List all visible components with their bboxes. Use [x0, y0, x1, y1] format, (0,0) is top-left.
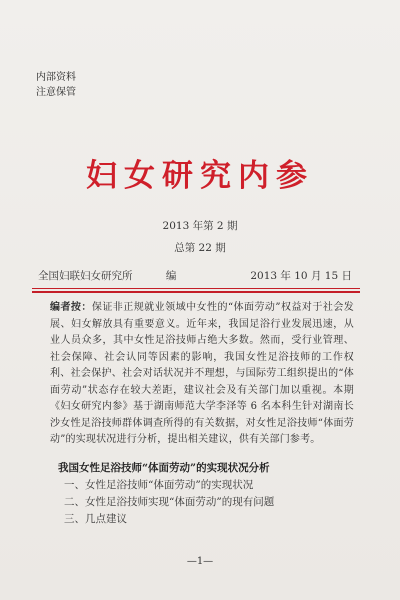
classification-line-keep: 注意保管: [36, 87, 76, 98]
classification-line-internal: 内部资料: [36, 72, 76, 83]
red-rule-bottom: [32, 291, 360, 293]
issue-number: 2013 年第 2 期: [162, 220, 238, 232]
publisher-block: [38, 268, 176, 283]
classification-label: [36, 70, 76, 100]
publisher-row: [38, 268, 352, 283]
contents-item: 一、女性足浴技师“体面劳动”的实现状况: [64, 479, 254, 491]
editorial-note: [50, 300, 354, 449]
editorial-body: 保证非正规就业领域中女性的“体面劳动”权益对于社会发展、妇女解放具有重要意义。近年来，我国足浴行业发展迅速，从业人员众多，其中女性足浴技师占绝大多数。然而，受行业管理、社会保障、社会认同等因素的影响，我国女性足浴技师的工作权利、社会保护、社会对话状况并不理想，与国际劳工组织提出的“体面劳动”状态存在较大差距，建议社会及有关部门加以重视。本期《妇女研究内参》基于湖南师范大学李泽等 6 名本科生针对湖南长沙女性足浴技师群体调查所得的有关数据，对女性足浴技师“体面劳动”的实现状况进行分析，提出相关建议，供有关部门参考。: [50, 302, 354, 445]
masthead-title: 妇女研究内参: [86, 158, 314, 194]
editorial-lead: 编者按：: [50, 302, 92, 313]
contents-item: 二、女性足浴技师实现“体面劳动”的现有问题: [64, 496, 275, 508]
publisher-name: 全国妇联妇女研究所: [38, 270, 133, 282]
contents-item: 三、几点建议: [64, 513, 127, 525]
editor-word: 编: [165, 270, 177, 282]
analysis-title: 我国女性足浴技师“体面劳动”的实现状况分析: [58, 462, 270, 474]
analysis-contents: [58, 460, 274, 528]
page-number: —1—: [186, 556, 214, 567]
total-issue-number: 总第 22 期: [174, 242, 226, 254]
red-rule-top: [32, 288, 360, 289]
publish-date: 2013 年 10 月 15 日: [250, 270, 352, 282]
